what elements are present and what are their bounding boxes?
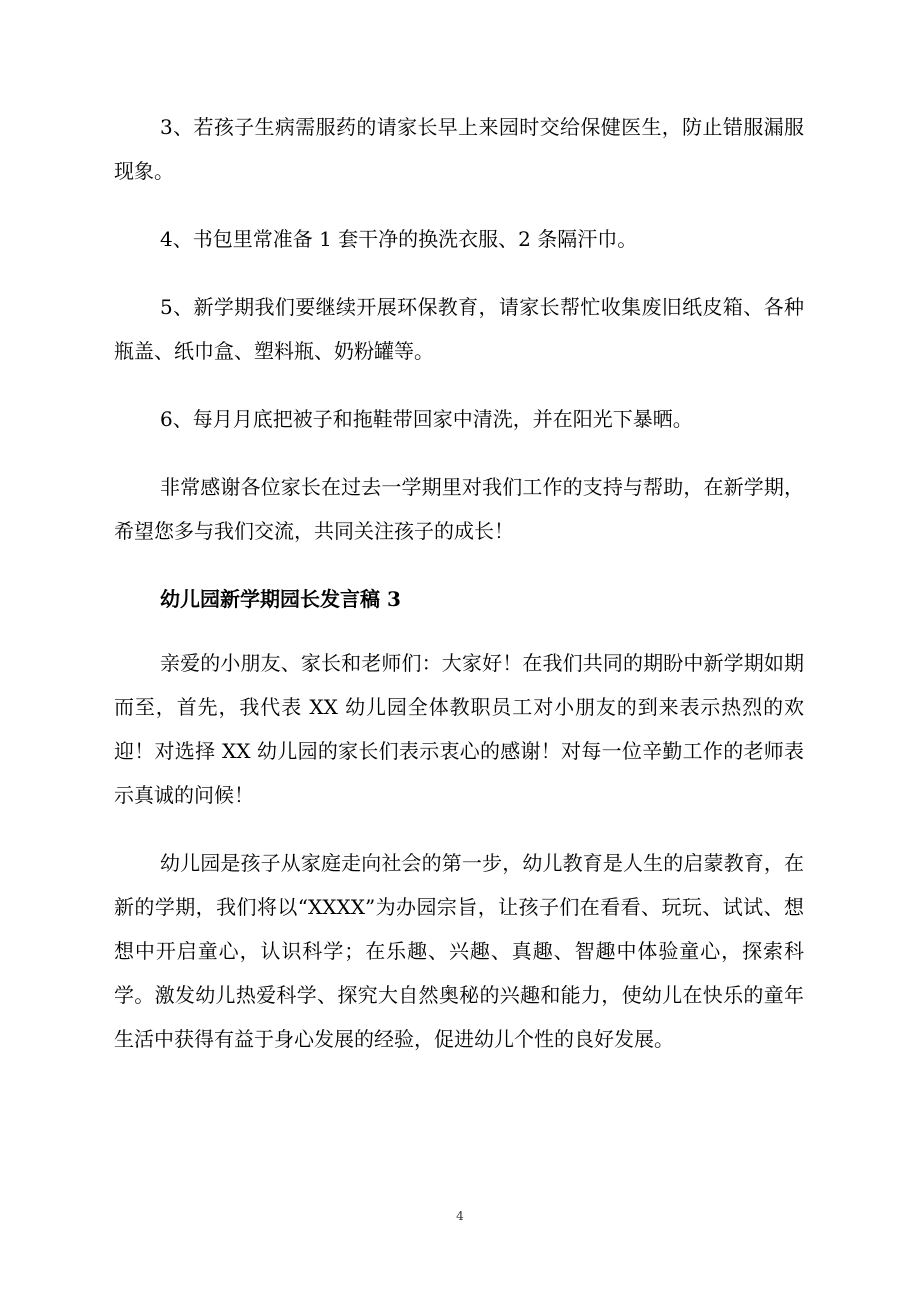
paragraph-item-6: 6、每月月底把被子和拖鞋带回家中清洗，并在阳光下暴晒。 [160, 407, 693, 431]
paragraph-kindergarten: 幼儿园是孩子从家庭走向社会的第一步，幼儿教育是人生的启蒙教育，在新的学期，我们将以“XXXX”为办园宗旨，让孩子们在看看、玩玩、试试、想想中开启童心，认识科学；在乐趣、兴趣、真趣、智趣中体验童心，探索科学。激发幼儿热爱科学、探究大自然奥秘的兴趣和能力，使幼儿在快乐的童年生活中获得有益于身心发展的经验，促进幼儿个性的良好发展。 [114, 851, 804, 1051]
paragraph-item-5: 5、新学期我们要继续开展环保教育，请家长帮忙收集废旧纸皮箱、各种瓶盖、纸巾盒、塑料瓶、奶粉罐等。 [114, 295, 804, 363]
section-heading: 幼儿园新学期园长发言稿 3 [160, 587, 401, 611]
paragraph-thanks: 非常感谢各位家长在过去一学期里对我们工作的支持与帮助，在新学期，希望您多与我们交流，共同关注孩子的成长！ [114, 475, 804, 543]
document-body [114, 105, 804, 1085]
paragraph-item-4: 4、书包里常准备 1 套干净的换洗衣服、2 条隔汗巾。 [160, 227, 638, 251]
paragraph-item-3: 3、若孩子生病需服药的请家长早上来园时交给保健医生，防止错服漏服现象。 [114, 115, 804, 183]
page-number: 4 [456, 1209, 464, 1223]
paragraph-greeting: 亲爱的小朋友、家长和老师们：大家好！在我们共同的期盼中新学期如期而至，首先，我代表 XX 幼儿园全体教职员工对小朋友的到来表示热烈的欢迎！对选择 XX 幼儿园的家长们表示衷心的感谢！对每一位辛勤工作的老师表示真诚的问候！ [114, 651, 804, 807]
